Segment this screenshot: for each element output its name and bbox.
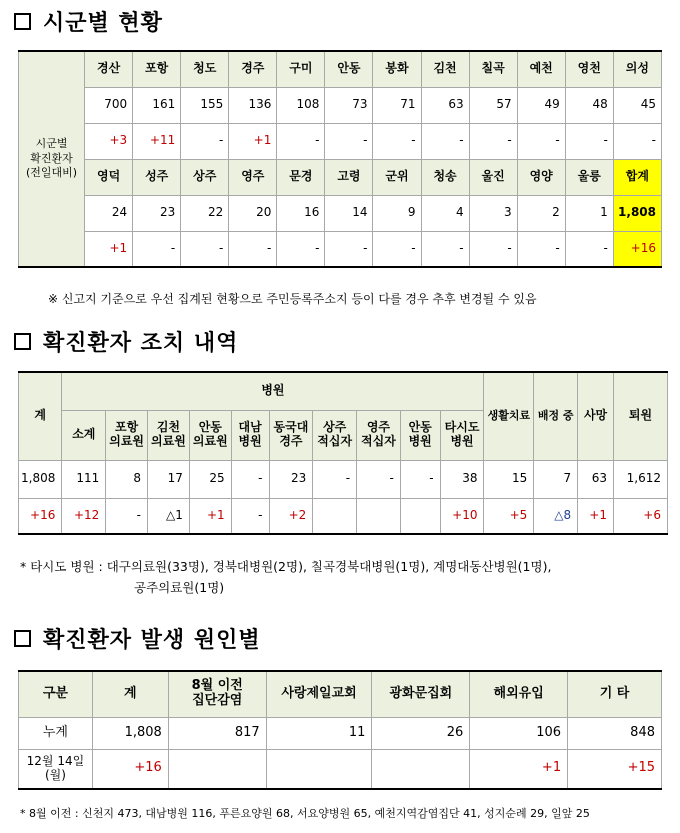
region-total: 63 [421, 87, 469, 123]
checkbox-square-icon [14, 630, 31, 647]
subheader: 안동 의료원 [189, 410, 231, 460]
region-change: - [517, 123, 565, 159]
region-total: 2 [517, 195, 565, 231]
region-total: 1 [565, 195, 613, 231]
cell: - [313, 460, 357, 498]
region-name: 영천 [565, 51, 613, 87]
sum-total: 1,808 [613, 195, 661, 231]
cell: - [106, 498, 148, 534]
region-change: +1 [85, 231, 133, 267]
cell: 17 [148, 460, 190, 498]
measures-note-line1: * 타시도 병원 : 대구의료원(33명), 경북대병원(2명), 칠곡경북대병원(1명), 계명대동산병원(1명), [20, 559, 552, 574]
header-cell: 사랑제일교회 [266, 671, 372, 717]
region-name: 상주 [181, 159, 229, 195]
cell: +10 [440, 498, 484, 534]
region-change: - [181, 123, 229, 159]
region-name: 김천 [421, 51, 469, 87]
cell: 1,808 [19, 460, 62, 498]
section-title-region [14, 6, 163, 37]
region-name: 영양 [517, 159, 565, 195]
cell: 누계 [19, 717, 93, 749]
row-label-line: (전일대비) [26, 166, 78, 180]
region-total: 16 [277, 195, 325, 231]
subheader: 상주 적십자 [313, 410, 357, 460]
region-total: 700 [85, 87, 133, 123]
causes-table [18, 670, 662, 790]
region-name: 경주 [229, 51, 277, 87]
region-change: - [469, 123, 517, 159]
region-change: - [133, 231, 181, 267]
region-name: 성주 [133, 159, 181, 195]
cell: 8 [106, 460, 148, 498]
region-name: 예천 [517, 51, 565, 87]
region-change: - [469, 231, 517, 267]
table-row [19, 87, 662, 123]
region-change: - [277, 123, 325, 159]
checkbox-square-icon [14, 13, 31, 30]
table-row [19, 123, 662, 159]
cell: 11 [266, 717, 372, 749]
region-change: - [181, 231, 229, 267]
table-row [19, 717, 662, 749]
region-name: 봉화 [373, 51, 421, 87]
cell: △8 [534, 498, 578, 534]
subheader: 김천 의료원 [148, 410, 190, 460]
cell: 7 [534, 460, 578, 498]
region-change: - [421, 123, 469, 159]
region-name: 경산 [85, 51, 133, 87]
header-death: 사망 [578, 372, 614, 460]
header-cell: 광화문집회 [372, 671, 470, 717]
cell: +1 [189, 498, 231, 534]
cell: 1,612 [614, 460, 668, 498]
region-name: 울릉 [565, 159, 613, 195]
cell [357, 498, 401, 534]
header-cell: 기 타 [568, 671, 662, 717]
region-total: 108 [277, 87, 325, 123]
row-label-line: 확진환자 [30, 151, 73, 165]
table-row [19, 749, 662, 789]
table-row [19, 231, 662, 267]
cell [400, 498, 440, 534]
header-cell: 8월 이전 집단감염 [168, 671, 266, 717]
header-center: 생활치료 [484, 372, 534, 460]
region-total: 23 [133, 195, 181, 231]
table-row [19, 460, 668, 498]
region-change: - [277, 231, 325, 267]
cell: 23 [269, 460, 313, 498]
region-name: 안동 [325, 51, 373, 87]
cell [266, 749, 372, 789]
sum-change: +16 [613, 231, 661, 267]
header-discharged: 퇴원 [614, 372, 668, 460]
cell: +1 [578, 498, 614, 534]
region-name: 영주 [229, 159, 277, 195]
region-change: - [229, 231, 277, 267]
region-total: 161 [133, 87, 181, 123]
section-title-measures [14, 326, 238, 357]
header-hospital: 병원 [62, 372, 484, 410]
table-row [19, 372, 668, 410]
cell [313, 498, 357, 534]
measures-table [18, 371, 668, 535]
header-total: 계 [19, 372, 62, 460]
region-total: 48 [565, 87, 613, 123]
region-change: - [373, 123, 421, 159]
region-change: +3 [85, 123, 133, 159]
subheader: 소계 [62, 410, 106, 460]
cell: 25 [189, 460, 231, 498]
cell: 26 [372, 717, 470, 749]
cell: +6 [614, 498, 668, 534]
cell: △1 [148, 498, 190, 534]
cell: 1,808 [92, 717, 168, 749]
subheader: 포항 의료원 [106, 410, 148, 460]
region-total: 20 [229, 195, 277, 231]
region-change: +1 [229, 123, 277, 159]
region-name: 의성 [613, 51, 661, 87]
cell: 38 [440, 460, 484, 498]
region-name: 고령 [325, 159, 373, 195]
table-row [19, 498, 668, 534]
cell: - [400, 460, 440, 498]
region-name: 군위 [373, 159, 421, 195]
subheader: 대남 병원 [231, 410, 269, 460]
region-total: 73 [325, 87, 373, 123]
cell: +2 [269, 498, 313, 534]
region-name: 문경 [277, 159, 325, 195]
region-change: - [325, 231, 373, 267]
cell: +12 [62, 498, 106, 534]
subheader: 안동 병원 [400, 410, 440, 460]
row-label-line: 시군별 [35, 136, 68, 150]
header-cell: 해외유입 [470, 671, 568, 717]
region-name: 구미 [277, 51, 325, 87]
section-title-text: 시군별 현황 [43, 11, 163, 36]
region-total: 4 [421, 195, 469, 231]
table-row [19, 671, 662, 717]
section-title-causes [14, 623, 261, 654]
region-change: - [517, 231, 565, 267]
region-total: 45 [613, 87, 661, 123]
cell: 15 [484, 460, 534, 498]
region-name: 칠곡 [469, 51, 517, 87]
region-total: 9 [373, 195, 421, 231]
cell: +1 [470, 749, 568, 789]
cell: +16 [92, 749, 168, 789]
cell: 817 [168, 717, 266, 749]
region-name: 영덕 [85, 159, 133, 195]
region-total: 71 [373, 87, 421, 123]
header-transfer: 배정 중 [534, 372, 578, 460]
cell: 106 [470, 717, 568, 749]
cell [372, 749, 470, 789]
cell: 111 [62, 460, 106, 498]
region-total: 14 [325, 195, 373, 231]
subheader: 동국대 경주 [269, 410, 313, 460]
cell: 848 [568, 717, 662, 749]
subheader: 영주 적십자 [357, 410, 401, 460]
row-label-cell [19, 51, 85, 267]
cell: 63 [578, 460, 614, 498]
cell: - [231, 498, 269, 534]
causes-note: * 8월 이전 : 신천지 473, 대남병원 116, 푸른요양원 68, 서요양병원 65, 예천지역감염집단 41, 성지순례 29, 일앞 25 [20, 807, 590, 820]
region-name: 청도 [181, 51, 229, 87]
subheader: 타시도 병원 [440, 410, 484, 460]
section-title-text: 확진환자 발생 원인별 [43, 628, 261, 653]
region-name: 포항 [133, 51, 181, 87]
region-name: 울진 [469, 159, 517, 195]
table-row [19, 159, 662, 195]
region-change: +11 [133, 123, 181, 159]
region-total: 3 [469, 195, 517, 231]
region-total: 57 [469, 87, 517, 123]
cell: - [357, 460, 401, 498]
cell: +15 [568, 749, 662, 789]
region-total: 24 [85, 195, 133, 231]
table-row [19, 195, 662, 231]
region-total: 136 [229, 87, 277, 123]
region-note: ※ 신고지 기준으로 우선 집계된 현황으로 주민등록주소지 등이 다를 경우 추후 변경될 수 있음 [48, 292, 537, 306]
header-cell: 계 [92, 671, 168, 717]
region-table [18, 50, 662, 268]
region-change: - [373, 231, 421, 267]
measures-note-line2: 공주의료원(1명) [134, 580, 225, 595]
cell: 12월 14일 (월) [19, 749, 93, 789]
region-change: - [565, 123, 613, 159]
cell [168, 749, 266, 789]
cell: +16 [19, 498, 62, 534]
region-change: - [421, 231, 469, 267]
region-change: - [565, 231, 613, 267]
region-change: - [613, 123, 661, 159]
sum-header: 합계 [613, 159, 661, 195]
cell: +5 [484, 498, 534, 534]
checkbox-square-icon [14, 333, 31, 350]
header-cell: 구분 [19, 671, 93, 717]
region-total: 22 [181, 195, 229, 231]
section-title-text: 확진환자 조치 내역 [43, 331, 239, 356]
table-row [19, 51, 662, 87]
cell: - [231, 460, 269, 498]
region-change: - [325, 123, 373, 159]
region-total: 49 [517, 87, 565, 123]
region-name: 청송 [421, 159, 469, 195]
region-total: 155 [181, 87, 229, 123]
